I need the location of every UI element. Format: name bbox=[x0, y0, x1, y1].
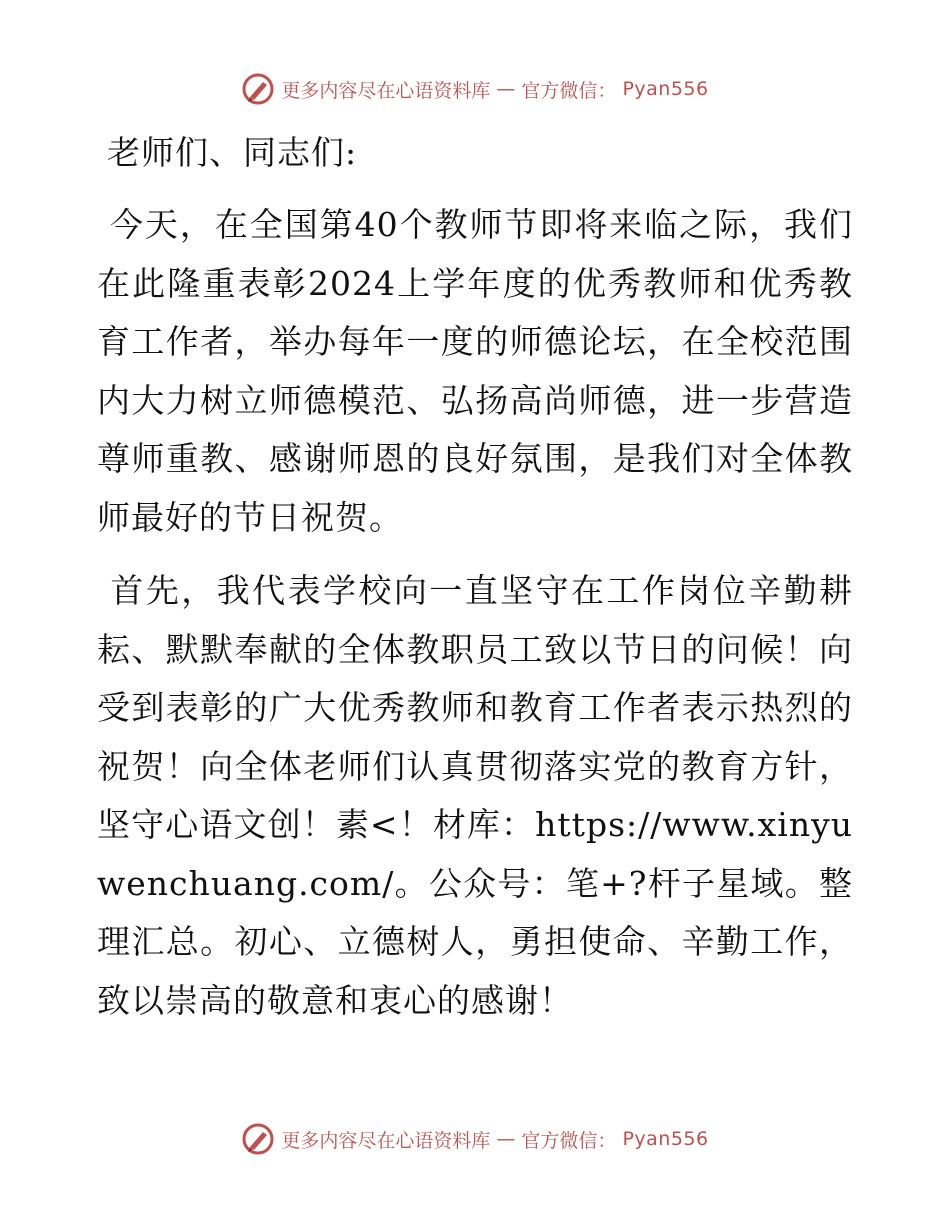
watermark-brand: 更多内容尽在心语资料库 bbox=[281, 1129, 491, 1152]
watermark-label: 官方微信： bbox=[521, 79, 617, 102]
watermark-dash: — bbox=[496, 1128, 516, 1150]
salutation: 老师们、同志们: bbox=[107, 133, 358, 172]
header-watermark bbox=[0, 72, 950, 106]
document-body bbox=[97, 124, 853, 1045]
watermark-label: 官方微信： bbox=[521, 1129, 617, 1152]
paragraph-1 bbox=[97, 196, 853, 547]
watermark-brand: 更多内容尽在心语资料库 bbox=[281, 79, 491, 102]
footer-watermark bbox=[0, 1122, 950, 1156]
watermark-dash: — bbox=[496, 78, 516, 100]
paragraph-2-text: 首先，我代表学校向一直坚守在工作岗位辛勤耕耘、默默奉献的全体教职员工致以节日的问候！向受到表彰的广大优秀教师和教育工作者表示热烈的祝贺！向全体老师们认真贯彻落实党的教育方针，坚守心语文创！素<！材库：https://www.xinyuwenchuang.com/。公众号：笔+?杆子星域。整理汇总。初心、立德树人，勇担使命、辛勤工作，致以崇高的敬意和衷心的感谢！ bbox=[97, 571, 853, 1020]
pen-seal-icon bbox=[241, 72, 275, 106]
watermark-account: Pyan556 bbox=[622, 1128, 709, 1150]
paragraph-2 bbox=[97, 562, 853, 1030]
pen-seal-icon bbox=[241, 1122, 275, 1156]
watermark-account: Pyan556 bbox=[622, 78, 709, 100]
paragraph-1-text: 今天，在全国第40个教师节即将来临之际，我们在此隆重表彰2024上学年度的优秀教师和优秀教育工作者，举办每年一度的师德论坛，在全校范围内大力树立师德模范、弘扬高尚师德，进一步营造尊师重教、感谢师恩的良好氛围，是我们对全体教师最好的节日祝贺。 bbox=[97, 205, 853, 537]
